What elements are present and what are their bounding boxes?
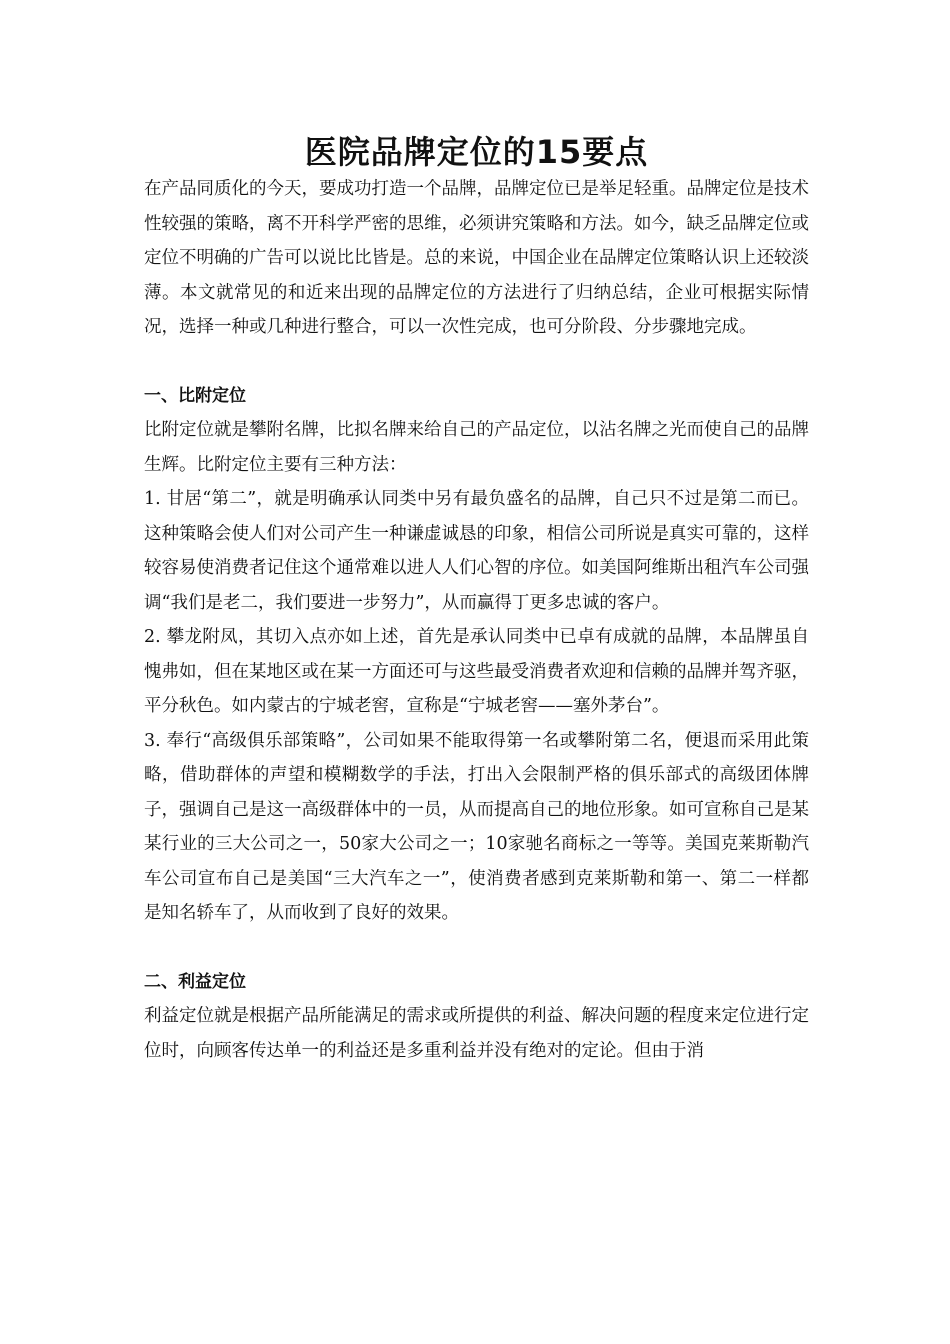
- section-heading: 二、利益定位: [144, 971, 246, 992]
- section-paragraph: 1. 甘居“第二”，就是明确承认同类中另有最负盛名的品牌，自己只不过是第二而已。这种策略会使人们对公司产生一种谦虚诚恳的印象，相信公司所说是真实可靠的，这样较容易使消费者记住这个通常难以进人人们心智的序位。如美国阿维斯出租汽车公司强调“我们是老二，我们要进一步努力”，从而赢得丁更多忠诚的客户。: [144, 489, 809, 613]
- section-2: [144, 965, 809, 1069]
- section-paragraph: 2. 攀龙附凤，其切入点亦如上述，首先是承认同类中已卓有成就的品牌，本品牌虽自愧弗如，但在某地区或在某一方面还可与这些最受消费者欢迎和信赖的品牌并驾齐驱，平分秋色。如内蒙古的宁城老窖，宣称是“宁城老窖——塞外茅台”。: [144, 627, 809, 716]
- section-spacer: [144, 931, 809, 965]
- section-paragraph: 利益定位就是根据产品所能满足的需求或所提供的利益、解决问题的程度来定位进行定位时，向顾客传达单一的利益还是多重利益并没有绝对的定论。但由于消: [144, 1006, 809, 1061]
- section-spacer: [144, 345, 809, 379]
- section-paragraph: 3. 奉行“高级俱乐部策略”，公司如果不能取得第一名或攀附第二名，便退而采用此策略，借助群体的声望和模糊数学的手法，打出入会限制严格的俱乐部式的高级团体牌子，强调自己是这一高级群体中的一员，从而提高自己的地位形象。如可宣称自己是某某行业的三大公司之一，50家大公司之一；10家驰名商标之一等等。美国克莱斯勒汽车公司宣布自己是美国“三大汽车之一”，使消费者感到克莱斯勒和第一、第二一样都是知名轿车了，从而收到了良好的效果。: [144, 730, 809, 923]
- document-title: 医院品牌定位的15要点: [304, 133, 649, 171]
- section-heading: 一、比附定位: [144, 385, 246, 406]
- section-1: [144, 379, 809, 931]
- section-paragraph: 比附定位就是攀附名牌，比拟名牌来给自己的产品定位，以沾名牌之光而使自己的品牌生辉。比附定位主要有三种方法：: [144, 420, 809, 475]
- intro-paragraph: 在产品同质化的今天，要成功打造一个品牌，品牌定位已是举足轻重。品牌定位是技术性较强的策略，离不开科学严密的思维，必须讲究策略和方法。如今，缺乏品牌定位或定位不明确的广告可以说比比皆是。总的来说，中国企业在品牌定位策略认识上还较淡薄。本文就常见的和近来出现的品牌定位的方法进行了归纳总结，企业可根据实际情况，选择一种或几种进行整合，可以一次性完成，也可分阶段、分步骤地完成。: [144, 179, 809, 337]
- document-page: [144, 126, 809, 1068]
